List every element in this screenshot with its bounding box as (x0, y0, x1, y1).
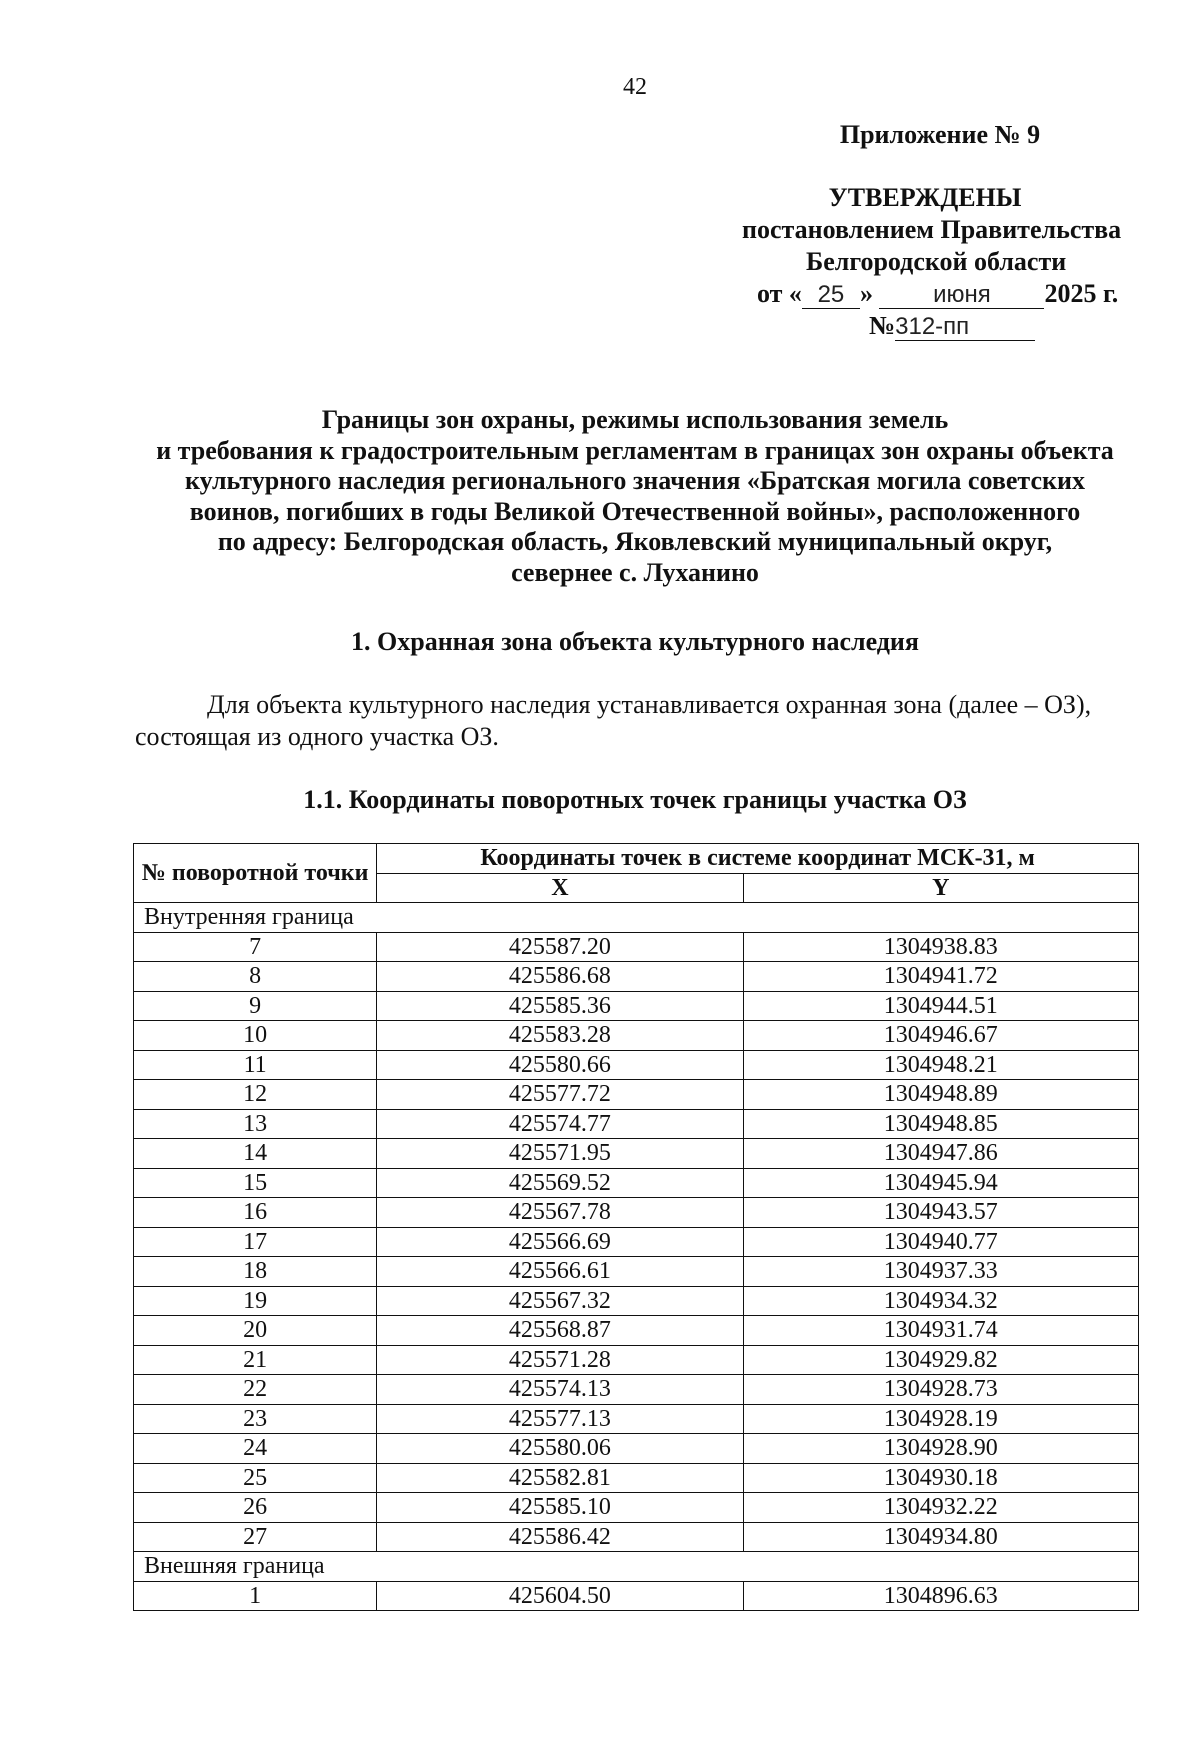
subsection-title: 1.1. Координаты поворотных точек границы участка ОЗ (303, 785, 967, 814)
cell-y: 1304948.21 (743, 1050, 1138, 1080)
cell-y: 1304896.63 (743, 1581, 1138, 1611)
cell-point: 19 (134, 1286, 377, 1316)
cell-point: 12 (134, 1080, 377, 1110)
approved-by-line2: Белгородской области (806, 247, 1067, 276)
date-day: 25 (802, 282, 860, 309)
header-y: Y (743, 873, 1138, 903)
cell-point: 15 (134, 1168, 377, 1198)
cell-y: 1304948.89 (743, 1080, 1138, 1110)
title-line: по адресу: Белгородская область, Яковлевский муниципальный округ, (217, 527, 1053, 556)
section-title: 1. Охранная зона объекта культурного наследия (351, 627, 919, 656)
table-row (134, 1168, 1139, 1198)
table-row (134, 1463, 1139, 1493)
date-mid: » (859, 279, 873, 308)
table-row (134, 991, 1139, 1021)
cell-x: 425583.28 (377, 1021, 743, 1051)
cell-y: 1304934.80 (743, 1522, 1138, 1552)
cell-y: 1304940.77 (743, 1227, 1138, 1257)
cell-y: 1304931.74 (743, 1316, 1138, 1346)
cell-x: 425567.78 (377, 1198, 743, 1228)
title-line: Границы зон охраны, режимы использования земель (321, 405, 949, 434)
table-row (134, 1139, 1139, 1169)
cell-x: 425574.13 (377, 1375, 743, 1405)
table-row (134, 1493, 1139, 1523)
cell-x: 425587.20 (377, 932, 743, 962)
cell-point: 20 (134, 1316, 377, 1346)
date-prefix: от « (757, 279, 802, 308)
group-row (134, 903, 1139, 933)
cell-point: 21 (134, 1345, 377, 1375)
cell-point: 16 (134, 1198, 377, 1228)
approval-date (757, 279, 1118, 309)
table-row (134, 1257, 1139, 1287)
title-line: севернее с. Луханино (511, 557, 759, 587)
cell-x: 425571.95 (377, 1139, 743, 1169)
table-row (134, 1522, 1139, 1552)
table-row (134, 1080, 1139, 1110)
cell-y: 1304938.83 (743, 932, 1138, 962)
title-line: культурного наследия регионального значения «Братская могила советских (185, 466, 1085, 495)
cell-point: 11 (134, 1050, 377, 1080)
header-x: X (377, 873, 743, 903)
cell-x: 425585.10 (377, 1493, 743, 1523)
body-paragraph (135, 689, 1135, 753)
cell-y: 1304945.94 (743, 1168, 1138, 1198)
group-row (134, 1552, 1139, 1582)
cell-x: 425582.81 (377, 1463, 743, 1493)
cell-y: 1304941.72 (743, 962, 1138, 992)
title-line: и требования к градостроительным регламентам в границах зон охраны объекта (156, 435, 1114, 465)
cell-point: 7 (134, 932, 377, 962)
cell-x: 425586.42 (377, 1522, 743, 1552)
header-point: № поворотной точки (134, 844, 377, 903)
cell-point: 9 (134, 991, 377, 1021)
table-row (134, 1375, 1139, 1405)
table-row (134, 1050, 1139, 1080)
group-label: Внутренняя граница (134, 903, 1139, 933)
table-row (134, 1198, 1139, 1228)
cell-y: 1304928.90 (743, 1434, 1138, 1464)
table-row (134, 1404, 1139, 1434)
cell-x: 425580.66 (377, 1050, 743, 1080)
paragraph-line: Для объекта культурного наследия устанавливается охранная зона (далее – ОЗ), (207, 690, 1092, 719)
date-month: июня (879, 282, 1044, 309)
group-label: Внешняя граница (134, 1552, 1139, 1582)
cell-x: 425586.68 (377, 962, 743, 992)
cell-point: 25 (134, 1463, 377, 1493)
approved-by-line1: постановлением Правительства (742, 215, 1122, 244)
cell-y: 1304930.18 (743, 1463, 1138, 1493)
page-number: 42 (623, 74, 647, 100)
table-row (134, 1109, 1139, 1139)
table-row (134, 932, 1139, 962)
cell-x: 425577.72 (377, 1080, 743, 1110)
cell-point: 8 (134, 962, 377, 992)
title-line: воинов, погибших в годы Великой Отечественной войны», расположенного (189, 496, 1081, 526)
approved-label: УТВЕРЖДЕНЫ (828, 183, 1022, 212)
table-row (134, 1345, 1139, 1375)
cell-point: 1 (134, 1581, 377, 1611)
cell-point: 17 (134, 1227, 377, 1257)
cell-point: 18 (134, 1257, 377, 1287)
cell-y: 1304929.82 (743, 1345, 1138, 1375)
paragraph-line: состоящая из одного участка ОЗ. (135, 722, 499, 751)
cell-y: 1304934.32 (743, 1286, 1138, 1316)
cell-point: 26 (134, 1493, 377, 1523)
cell-x: 425566.69 (377, 1227, 743, 1257)
coordinates-table (133, 843, 1139, 1611)
cell-x: 425585.36 (377, 991, 743, 1021)
cell-y: 1304948.85 (743, 1109, 1138, 1139)
cell-point: 10 (134, 1021, 377, 1051)
cell-point: 14 (134, 1139, 377, 1169)
appendix-label: Приложение № 9 (839, 120, 1041, 149)
cell-x: 425574.77 (377, 1109, 743, 1139)
cell-y: 1304928.19 (743, 1404, 1138, 1434)
cell-y: 1304947.86 (743, 1139, 1138, 1169)
table-row (134, 1434, 1139, 1464)
table-row (134, 1021, 1139, 1051)
cell-x: 425604.50 (377, 1581, 743, 1611)
cell-x: 425577.13 (377, 1404, 743, 1434)
table-row (134, 1227, 1139, 1257)
header-coords: Координаты точек в системе координат МСК-31, м (377, 844, 1139, 874)
cell-y: 1304943.57 (743, 1198, 1138, 1228)
cell-x: 425567.32 (377, 1286, 743, 1316)
table-row (134, 1581, 1139, 1611)
document-title (130, 405, 1140, 588)
cell-x: 425580.06 (377, 1434, 743, 1464)
cell-point: 27 (134, 1522, 377, 1552)
cell-y: 1304946.67 (743, 1021, 1138, 1051)
cell-point: 22 (134, 1375, 377, 1405)
date-year: 2025 г. (1044, 279, 1119, 308)
table-row (134, 1316, 1139, 1346)
cell-point: 23 (134, 1404, 377, 1434)
cell-x: 425571.28 (377, 1345, 743, 1375)
cell-point: 13 (134, 1109, 377, 1139)
cell-y: 1304937.33 (743, 1257, 1138, 1287)
cell-y: 1304932.22 (743, 1493, 1138, 1523)
cell-y: 1304944.51 (743, 991, 1138, 1021)
cell-point: 24 (134, 1434, 377, 1464)
cell-x: 425568.87 (377, 1316, 743, 1346)
table-row (134, 962, 1139, 992)
cell-x: 425566.61 (377, 1257, 743, 1287)
number-prefix: № (869, 311, 896, 340)
cell-x: 425569.52 (377, 1168, 743, 1198)
number-value: 312-пп (895, 314, 1035, 341)
approval-number (869, 311, 1035, 341)
cell-y: 1304928.73 (743, 1375, 1138, 1405)
table-row (134, 1286, 1139, 1316)
